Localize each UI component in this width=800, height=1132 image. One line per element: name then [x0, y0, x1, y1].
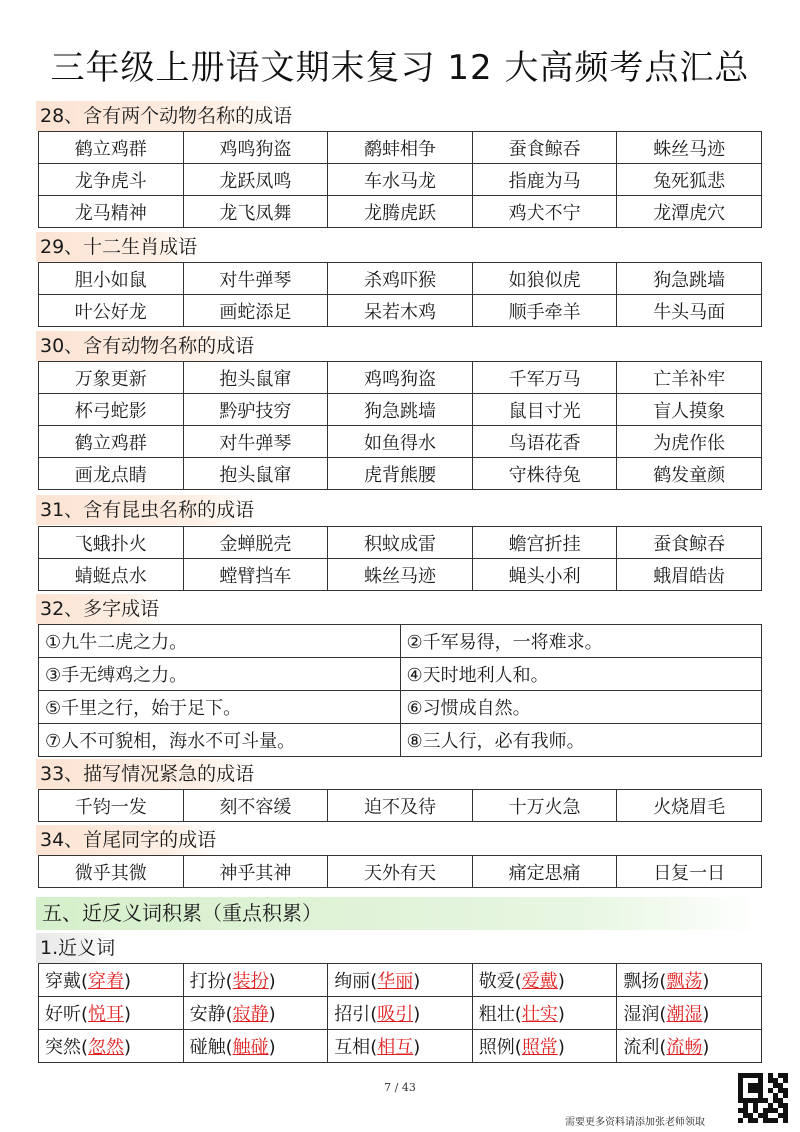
table-row	[39, 527, 762, 559]
idiom-cell: 杯弓蛇影	[39, 394, 184, 426]
close-paren: )	[268, 971, 276, 992]
idiom-cell: 金蝉脱壳	[183, 527, 328, 559]
synonym-answer: 爱戴	[521, 971, 558, 992]
word: 碰触	[189, 1037, 226, 1058]
idiom-cell: 鹤立鸡群	[39, 426, 184, 458]
idiom-cell: 龙跃凤鸣	[183, 164, 328, 196]
close-paren: )	[557, 971, 565, 992]
word: 粗壮	[478, 1004, 515, 1025]
synonym-cell	[472, 964, 617, 997]
idiom-cell: 呆若木鸡	[328, 295, 473, 327]
idiom-cell: 鸡犬不宁	[472, 196, 617, 228]
idiom-cell: ①九牛二虎之力。	[39, 625, 401, 658]
idiom-cell: 刻不容缓	[183, 790, 328, 822]
synonym-cell	[617, 997, 762, 1030]
idiom-cell: 虎背熊腰	[328, 458, 473, 490]
idiom-cell: 蛾眉皓齿	[617, 559, 762, 591]
word: 招引	[334, 1004, 371, 1025]
idiom-cell: 千钧一发	[39, 790, 184, 822]
table-row	[39, 997, 762, 1030]
synonym-cell	[328, 1030, 473, 1063]
word: 绚丽	[334, 971, 371, 992]
close-paren: )	[413, 1004, 421, 1025]
idiom-cell: 鸡鸣狗盗	[183, 132, 328, 164]
idiom-cell: 盲人摸象	[617, 394, 762, 426]
word: 突然	[45, 1037, 81, 1058]
idiom-cell: 龙争虎斗	[39, 164, 184, 196]
idiom-cell: ⑥习惯成自然。	[400, 691, 762, 724]
synonym-answer: 悦耳	[88, 1004, 125, 1025]
idiom-cell: 蚕食鲸吞	[617, 527, 762, 559]
synonym-cell	[328, 997, 473, 1030]
word: 照例	[478, 1037, 515, 1058]
synonym-cell	[183, 1030, 328, 1063]
table-row	[39, 856, 762, 888]
idiom-cell: 积蚊成雷	[328, 527, 473, 559]
idiom-cell: 鸡鸣狗盗	[328, 362, 473, 394]
table-row	[39, 164, 762, 196]
open-paren: (	[370, 1004, 378, 1025]
open-paren: (	[659, 1004, 667, 1025]
idiom-cell: ⑦人不可貌相，海水不可斗量。	[39, 724, 401, 757]
table-row	[39, 1030, 762, 1063]
idiom-cell: ③手无缚鸡之力。	[39, 658, 401, 691]
idiom-cell: 神乎其神	[183, 856, 328, 888]
idiom-cell: 龙腾虎跃	[328, 196, 473, 228]
synonym-answer: 潮湿	[666, 1004, 703, 1025]
close-paren: )	[702, 1004, 710, 1025]
idiom-cell: 为虎作伥	[617, 426, 762, 458]
synonym-answer: 寂静	[232, 1004, 269, 1025]
open-paren: (	[81, 971, 89, 992]
section-heading-30: 30、含有动物名称的成语	[36, 331, 258, 361]
idiom-cell: 痛定思痛	[472, 856, 617, 888]
idiom-cell: 画龙点睛	[39, 458, 184, 490]
synonym-cell	[39, 964, 184, 997]
synonym-answer: 飘荡	[666, 971, 703, 992]
table-row	[39, 790, 762, 822]
word: 打扮	[189, 971, 226, 992]
close-paren: )	[413, 1037, 421, 1058]
idiom-cell: 狗急跳墙	[617, 263, 762, 295]
word: 流利	[623, 1037, 660, 1058]
page-number: 7 / 43	[384, 1081, 416, 1094]
idiom-cell: 叶公好龙	[39, 295, 184, 327]
close-paren: )	[557, 1037, 565, 1058]
idiom-cell: 车水马龙	[328, 164, 473, 196]
close-paren: )	[124, 1004, 132, 1025]
idiom-cell: 龙飞凤舞	[183, 196, 328, 228]
idiom-cell: 蛛丝马迹	[617, 132, 762, 164]
synonym-answer: 照常	[521, 1037, 558, 1058]
open-paren: (	[659, 971, 667, 992]
synonym-cell	[183, 997, 328, 1030]
close-paren: )	[557, 1004, 565, 1025]
idiom-cell: 对牛弹琴	[183, 426, 328, 458]
table-row	[39, 295, 762, 327]
synonym-answer: 穿着	[88, 971, 125, 992]
idiom-cell: 龙潭虎穴	[617, 196, 762, 228]
idiom-cell: 黔驴技穷	[183, 394, 328, 426]
idiom-cell: 抱头鼠窜	[183, 362, 328, 394]
idiom-cell: 十万火急	[472, 790, 617, 822]
open-paren: (	[514, 971, 522, 992]
idiom-table-34	[38, 855, 762, 888]
idiom-cell: 指鹿为马	[472, 164, 617, 196]
synonym-answer: 触碰	[232, 1037, 269, 1058]
idiom-table-33	[38, 789, 762, 822]
open-paren: (	[225, 971, 233, 992]
synonym-answer: 吸引	[377, 1004, 414, 1025]
open-paren: (	[514, 1037, 522, 1058]
synonym-cell	[472, 1030, 617, 1063]
synonym-cell	[617, 1030, 762, 1063]
open-paren: (	[225, 1037, 233, 1058]
open-paren: (	[370, 1037, 378, 1058]
close-paren: )	[124, 1037, 132, 1058]
footnote: 需要更多资料请添加张老师领取	[565, 1117, 705, 1128]
synonym-answer: 装扮	[232, 971, 269, 992]
idiom-cell: 胆小如鼠	[39, 263, 184, 295]
synonym-answer: 忽然	[88, 1037, 125, 1058]
close-paren: )	[124, 971, 132, 992]
table-row	[39, 196, 762, 228]
table-row	[39, 658, 762, 691]
idiom-cell: ⑧三人行，必有我师。	[400, 724, 762, 757]
idiom-table-29	[38, 262, 762, 327]
synonym-answer: 华丽	[377, 971, 414, 992]
open-paren: (	[225, 1004, 233, 1025]
part5-heading: 五、近反义词积累（重点积累）	[36, 897, 762, 930]
idiom-cell: 如鱼得水	[328, 426, 473, 458]
table-row	[39, 724, 762, 757]
word: 飘扬	[623, 971, 660, 992]
qr-code-icon	[738, 1073, 788, 1123]
idiom-cell: 如狼似虎	[472, 263, 617, 295]
idiom-cell: 抱头鼠窜	[183, 458, 328, 490]
idiom-cell: 天外有天	[328, 856, 473, 888]
open-paren: (	[81, 1037, 89, 1058]
synonym-answer: 流畅	[666, 1037, 703, 1058]
section-heading-34: 34、首尾同字的成语	[36, 825, 220, 855]
idiom-cell: 杀鸡吓猴	[328, 263, 473, 295]
idiom-cell: 蝇头小利	[472, 559, 617, 591]
idiom-cell: 微乎其微	[39, 856, 184, 888]
table-row	[39, 458, 762, 490]
table-row	[39, 394, 762, 426]
idiom-cell: 蚕食鲸吞	[472, 132, 617, 164]
table-row	[39, 426, 762, 458]
idiom-cell: 万象更新	[39, 362, 184, 394]
synonym-answer: 壮实	[521, 1004, 558, 1025]
table-row	[39, 362, 762, 394]
synonym-subheading: 1.近义词	[36, 933, 119, 963]
table-row	[39, 132, 762, 164]
word: 穿戴	[45, 971, 81, 992]
idiom-cell: 飞蛾扑火	[39, 527, 184, 559]
idiom-cell: ⑤千里之行，始于足下。	[39, 691, 401, 724]
synonym-answer: 相互	[377, 1037, 414, 1058]
idiom-cell: 鹤立鸡群	[39, 132, 184, 164]
table-row	[39, 625, 762, 658]
word: 好听	[45, 1004, 81, 1025]
table-row	[39, 559, 762, 591]
idiom-table-28	[38, 131, 762, 228]
section-heading-31: 31、含有昆虫名称的成语	[36, 495, 258, 525]
page-title: 三年级上册语文期末复习 12 大高频考点汇总	[50, 48, 750, 88]
idiom-cell: 牛头马面	[617, 295, 762, 327]
section-heading-32: 32、多字成语	[36, 594, 163, 624]
idiom-table-31	[38, 526, 762, 591]
open-paren: (	[514, 1004, 522, 1025]
close-paren: )	[268, 1037, 276, 1058]
synonym-cell	[39, 1030, 184, 1063]
idiom-cell: 迫不及待	[328, 790, 473, 822]
synonym-cell	[617, 964, 762, 997]
idiom-cell: 千军万马	[472, 362, 617, 394]
idiom-cell: 鹬蚌相争	[328, 132, 473, 164]
idiom-cell: 对牛弹琴	[183, 263, 328, 295]
close-paren: )	[702, 1037, 710, 1058]
idiom-cell: 画蛇添足	[183, 295, 328, 327]
close-paren: )	[702, 971, 710, 992]
idiom-cell: 螳臂挡车	[183, 559, 328, 591]
idiom-cell: 鼠目寸光	[472, 394, 617, 426]
word: 湿润	[623, 1004, 660, 1025]
open-paren: (	[370, 971, 378, 992]
close-paren: )	[413, 971, 421, 992]
idiom-cell: 顺手牵羊	[472, 295, 617, 327]
idiom-cell: 龙马精神	[39, 196, 184, 228]
synonym-cell	[328, 964, 473, 997]
open-paren: (	[659, 1037, 667, 1058]
open-paren: (	[81, 1004, 89, 1025]
idiom-cell: 蟾宫折挂	[472, 527, 617, 559]
table-row	[39, 263, 762, 295]
table-row	[39, 964, 762, 997]
synonym-cell	[39, 997, 184, 1030]
idiom-cell: 火烧眉毛	[617, 790, 762, 822]
section-heading-33: 33、描写情况紧急的成语	[36, 759, 258, 789]
idiom-table-32	[38, 624, 762, 757]
section-heading-28: 28、含有两个动物名称的成语	[36, 101, 296, 131]
word: 敬爱	[478, 971, 515, 992]
synonym-table	[38, 963, 762, 1063]
idiom-cell: 亡羊补牢	[617, 362, 762, 394]
idiom-cell: 蛛丝马迹	[328, 559, 473, 591]
idiom-cell: 蜻蜓点水	[39, 559, 184, 591]
section-heading-29: 29、十二生肖成语	[36, 232, 201, 262]
idiom-cell: 鹤发童颜	[617, 458, 762, 490]
idiom-cell: ②千军易得，一将难求。	[400, 625, 762, 658]
close-paren: )	[268, 1004, 276, 1025]
idiom-cell: 日复一日	[617, 856, 762, 888]
idiom-cell: 守株待兔	[472, 458, 617, 490]
synonym-cell	[472, 997, 617, 1030]
idiom-cell: 鸟语花香	[472, 426, 617, 458]
idiom-cell: 兔死狐悲	[617, 164, 762, 196]
idiom-cell: ④天时地利人和。	[400, 658, 762, 691]
synonym-cell	[183, 964, 328, 997]
idiom-table-30	[38, 361, 762, 490]
word: 互相	[334, 1037, 371, 1058]
table-row	[39, 691, 762, 724]
idiom-cell: 狗急跳墙	[328, 394, 473, 426]
word: 安静	[189, 1004, 226, 1025]
